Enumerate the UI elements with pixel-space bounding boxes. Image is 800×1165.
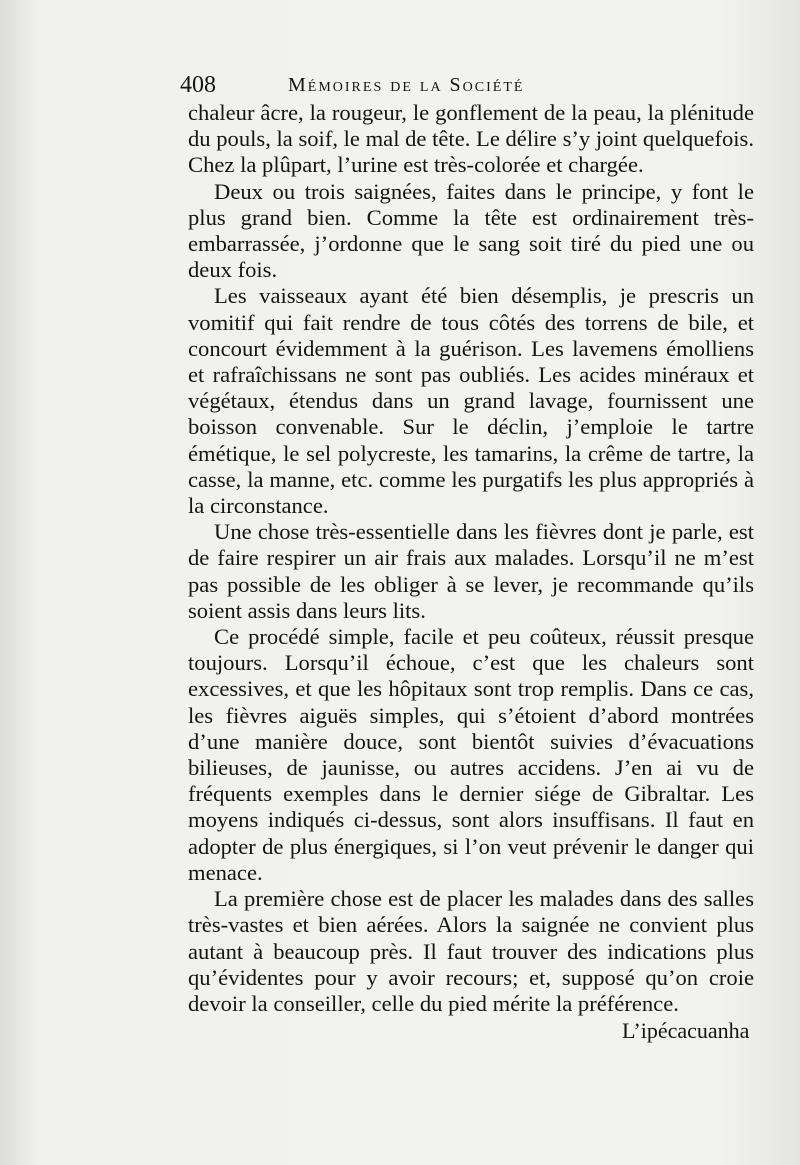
paragraph-5: Ce procédé simple, facile et peu coûteux, réussit presque toujours. Lorsqu’il échoue, c’est que les chaleurs sont excessives, et que les hôpitaux sont trop remplis. Dans ce cas, les fièvres aiguës simples, qui s’étoient d’abord montrées d’une manière douce, sont bientôt suivies d’évacuations bilieuses, de jaunisse, ou autres accidens. J’en ai vu de fréquents exemples dans le dernier siége de Gibraltar. Les moyens indiqués ci-dessus, sont alors insuffisans. Il faut en adopter de plus énergiques, si l’on veut prévenir le danger qui menace. — [188, 624, 754, 885]
body-text — [188, 100, 754, 1017]
page-number: 408 — [180, 72, 216, 98]
paragraph-6: La première chose est de placer les malades dans des salles très-vastes et bien aérées. Alors la saignée ne convient plus autant à beaucoup près. Il faut trouver des indications plus qu’évidentes pour y avoir recours; et, supposé qu’on croie devoir la conseiller, celle du pied mérite la préférence. — [188, 886, 754, 1016]
page-header — [180, 70, 680, 104]
paragraph-4: Une chose très-essentielle dans les fièvres dont je parle, est de faire respirer un air frais aux malades. Lorsqu’il ne m’est pas possible de les obliger à se lever, je recommande qu’ils soient assis dans leurs lits. — [188, 519, 754, 623]
paragraph-1: chaleur âcre, la rougeur, le gonflement de la peau, la plénitude du pouls, la soif, le mal de tête. Le délire s’y joint quelquefois. Chez la plûpart, l’urine est très-colorée et chargée. — [188, 100, 754, 178]
paragraph-2: Deux ou trois saignées, faites dans le principe, y font le plus grand bien. Comme la tête est ordinairement très-embarrassée, j’ordonne que le sang soit tiré du pied une ou deux fois. — [188, 178, 754, 283]
paragraph-3: Les vaisseaux ayant été bien désemplis, je prescris un vomitif qui fait rendre de tous côtés des torrens de bile, et concourt évidemment à la guérison. Les lavemens émolliens et rafraîchissans ne sont pas oubliés. Les acides minéraux et végétaux, étendus dans un grand lavage, fournissent une boisson convenable. Sur le déclin, j’emploie le tartre émétique, le sel polycreste, les tamarins, la crême de tartre, la casse, la manne, etc. comme les purgatifs les plus appropriés à la circonstance. — [188, 283, 754, 519]
running-title: Mémoires de la Société — [288, 74, 525, 96]
catchword: L’ipécacuanha — [622, 1018, 750, 1043]
